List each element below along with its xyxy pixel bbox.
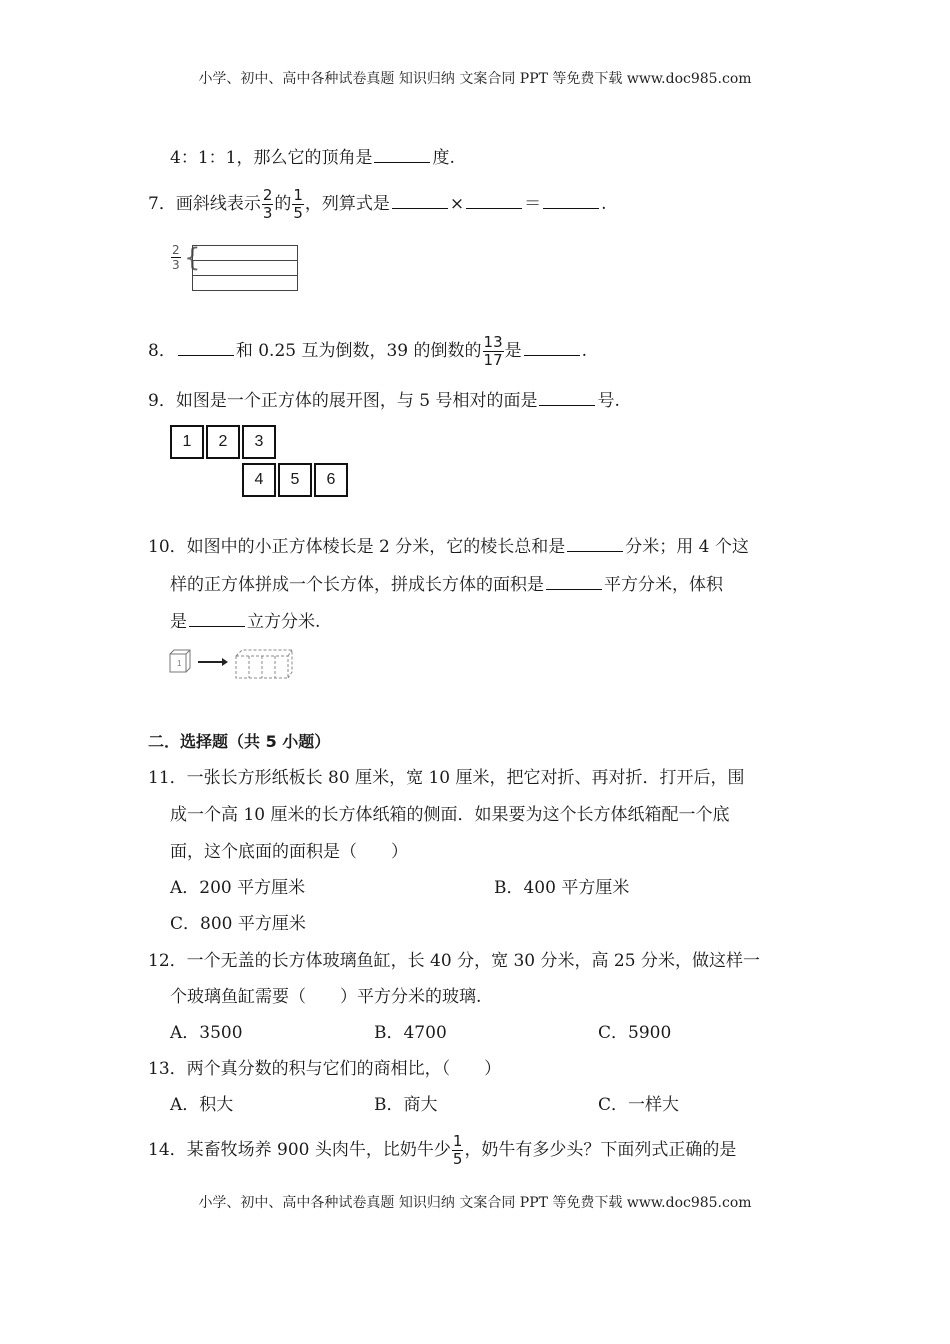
q14-fraction: $\frac{1}{5}$ bbox=[452, 1132, 463, 1168]
q7-of: 的 bbox=[274, 194, 292, 214]
question-9 bbox=[148, 389, 620, 412]
net-cell-6: 6 bbox=[314, 463, 348, 497]
question-8 bbox=[148, 335, 587, 368]
q10-text-2b: 平方分米，体积 bbox=[604, 575, 723, 595]
page-header: 小学、初中、高中各种试卷真题 知识归纳 文案合同 PPT 等免费下载 www.doc985.com bbox=[198, 71, 752, 87]
q13-line-1: 13．两个真分数的积与它们的商相比，（ ） bbox=[148, 1059, 502, 1079]
question-10-line-1 bbox=[148, 535, 749, 558]
cuboid-icon bbox=[236, 650, 292, 678]
q11-line-2: 成一个高 10 厘米的长方体纸箱的侧面．如果要为这个长方体纸箱配一个底 bbox=[170, 805, 730, 825]
q8-blank-2[interactable] bbox=[524, 339, 580, 356]
q10-text-3b: 立方分米. bbox=[247, 612, 321, 632]
q10-blank-1[interactable] bbox=[567, 535, 623, 552]
q6-answer-blank[interactable] bbox=[374, 146, 430, 163]
q10-text-1: 10．如图中的小正方体棱长是 2 分米，它的棱长总和是 bbox=[148, 537, 566, 557]
net-cell-4: 4 bbox=[242, 463, 276, 497]
q12-option-c[interactable]: C．5900 bbox=[598, 1023, 672, 1043]
q8-fraction: $\frac{13}{17}$ bbox=[483, 333, 503, 369]
q13-option-a[interactable]: A．积大 bbox=[170, 1095, 234, 1115]
q7-fraction-2: $\frac{1}{5}$ bbox=[293, 186, 303, 222]
q12-option-b[interactable]: B．4700 bbox=[374, 1023, 447, 1043]
q10-blank-2[interactable] bbox=[546, 573, 602, 590]
q11-option-c[interactable]: C．800 平方厘米 bbox=[170, 914, 306, 934]
q13-option-c[interactable]: C．一样大 bbox=[598, 1095, 680, 1115]
q10-text-1b: 分米；用 4 个这 bbox=[625, 537, 749, 557]
q10-figure bbox=[168, 646, 294, 682]
q10-text-3: 是 bbox=[170, 612, 187, 632]
q14-text-2: ，奶牛有多少头？下面列式正确的是 bbox=[464, 1140, 737, 1160]
question-10-line-3 bbox=[170, 610, 320, 633]
q8-text: 和 0.25 互为倒数，39 的倒数的 bbox=[235, 341, 482, 361]
q12-line-2: 个玻璃鱼缸需要（ ）平方分米的玻璃. bbox=[170, 987, 482, 1007]
q11-option-a[interactable]: A．200 平方厘米 bbox=[170, 878, 306, 898]
net-cell-2: 2 bbox=[206, 425, 240, 459]
q14-text: 14．某畜牧场养 900 头肉牛，比奶牛少 bbox=[148, 1140, 451, 1160]
question-10-line-2 bbox=[170, 573, 723, 596]
q7-blank-2[interactable] bbox=[466, 192, 522, 209]
q9-text: 9．如图是一个正方体的展开图，与 5 号相对的面是 bbox=[148, 391, 538, 411]
q9-blank[interactable] bbox=[539, 389, 595, 406]
q6-text: 4：1：1，那么它的顶角是 bbox=[170, 148, 373, 168]
question-14 bbox=[148, 1134, 736, 1167]
section-2-title: 二．选择题（共 5 小题） bbox=[148, 732, 331, 751]
q12-option-a[interactable]: A．3500 bbox=[170, 1023, 243, 1043]
q10-text-2: 样的正方体拼成一个长方体，拼成长方体的面积是 bbox=[170, 575, 544, 595]
q7-times: × bbox=[449, 194, 465, 214]
q11-line-3: 面，这个底面的面积是（ ） bbox=[170, 842, 408, 862]
q7-blank-1[interactable] bbox=[392, 192, 448, 209]
q8-blank-1[interactable] bbox=[178, 339, 234, 356]
net-cell-5: 5 bbox=[278, 463, 312, 497]
q9-cube-net bbox=[170, 425, 352, 501]
q10-blank-3[interactable] bbox=[189, 610, 245, 627]
q7-text: 7．画斜线表示 bbox=[148, 194, 261, 214]
q7-text-2: ，列算式是 bbox=[304, 194, 390, 214]
q8-end: . bbox=[581, 341, 588, 361]
q6-unit: 度. bbox=[432, 148, 455, 168]
net-cell-1: 1 bbox=[170, 425, 204, 459]
q11-option-b[interactable]: B．400 平方厘米 bbox=[494, 878, 630, 898]
q7-end: . bbox=[601, 194, 607, 214]
brace-icon: { bbox=[184, 243, 201, 273]
q7-blank-3[interactable] bbox=[543, 192, 599, 209]
question-7 bbox=[148, 188, 607, 221]
cube-label: 1 bbox=[177, 659, 182, 668]
arrow-icon bbox=[198, 658, 228, 666]
question-6-continuation bbox=[170, 146, 455, 169]
q8-number: 8． bbox=[148, 341, 176, 361]
q9-end: 号. bbox=[597, 391, 620, 411]
q7-figure bbox=[170, 242, 310, 294]
q7-figure-label: 2 3 bbox=[172, 243, 180, 272]
q11-line-1: 11．一张长方形纸板长 80 厘米，宽 10 厘米，把它对折、再对折．打开后，围 bbox=[148, 768, 745, 788]
q7-figure-rectangle bbox=[192, 245, 298, 291]
q7-fraction-1: $\frac{2}{3}$ bbox=[262, 186, 273, 222]
page-footer: 小学、初中、高中各种试卷真题 知识归纳 文案合同 PPT 等免费下载 www.doc985.com bbox=[198, 1195, 752, 1211]
net-cell-3: 3 bbox=[242, 425, 276, 459]
q8-text-2: 是 bbox=[504, 341, 522, 361]
q7-equals: ＝ bbox=[524, 194, 542, 214]
q13-option-b[interactable]: B．商大 bbox=[374, 1095, 438, 1115]
q12-line-1: 12．一个无盖的长方体玻璃鱼缸，长 40 分，宽 30 分米，高 25 分米，做这样一 bbox=[148, 951, 760, 971]
